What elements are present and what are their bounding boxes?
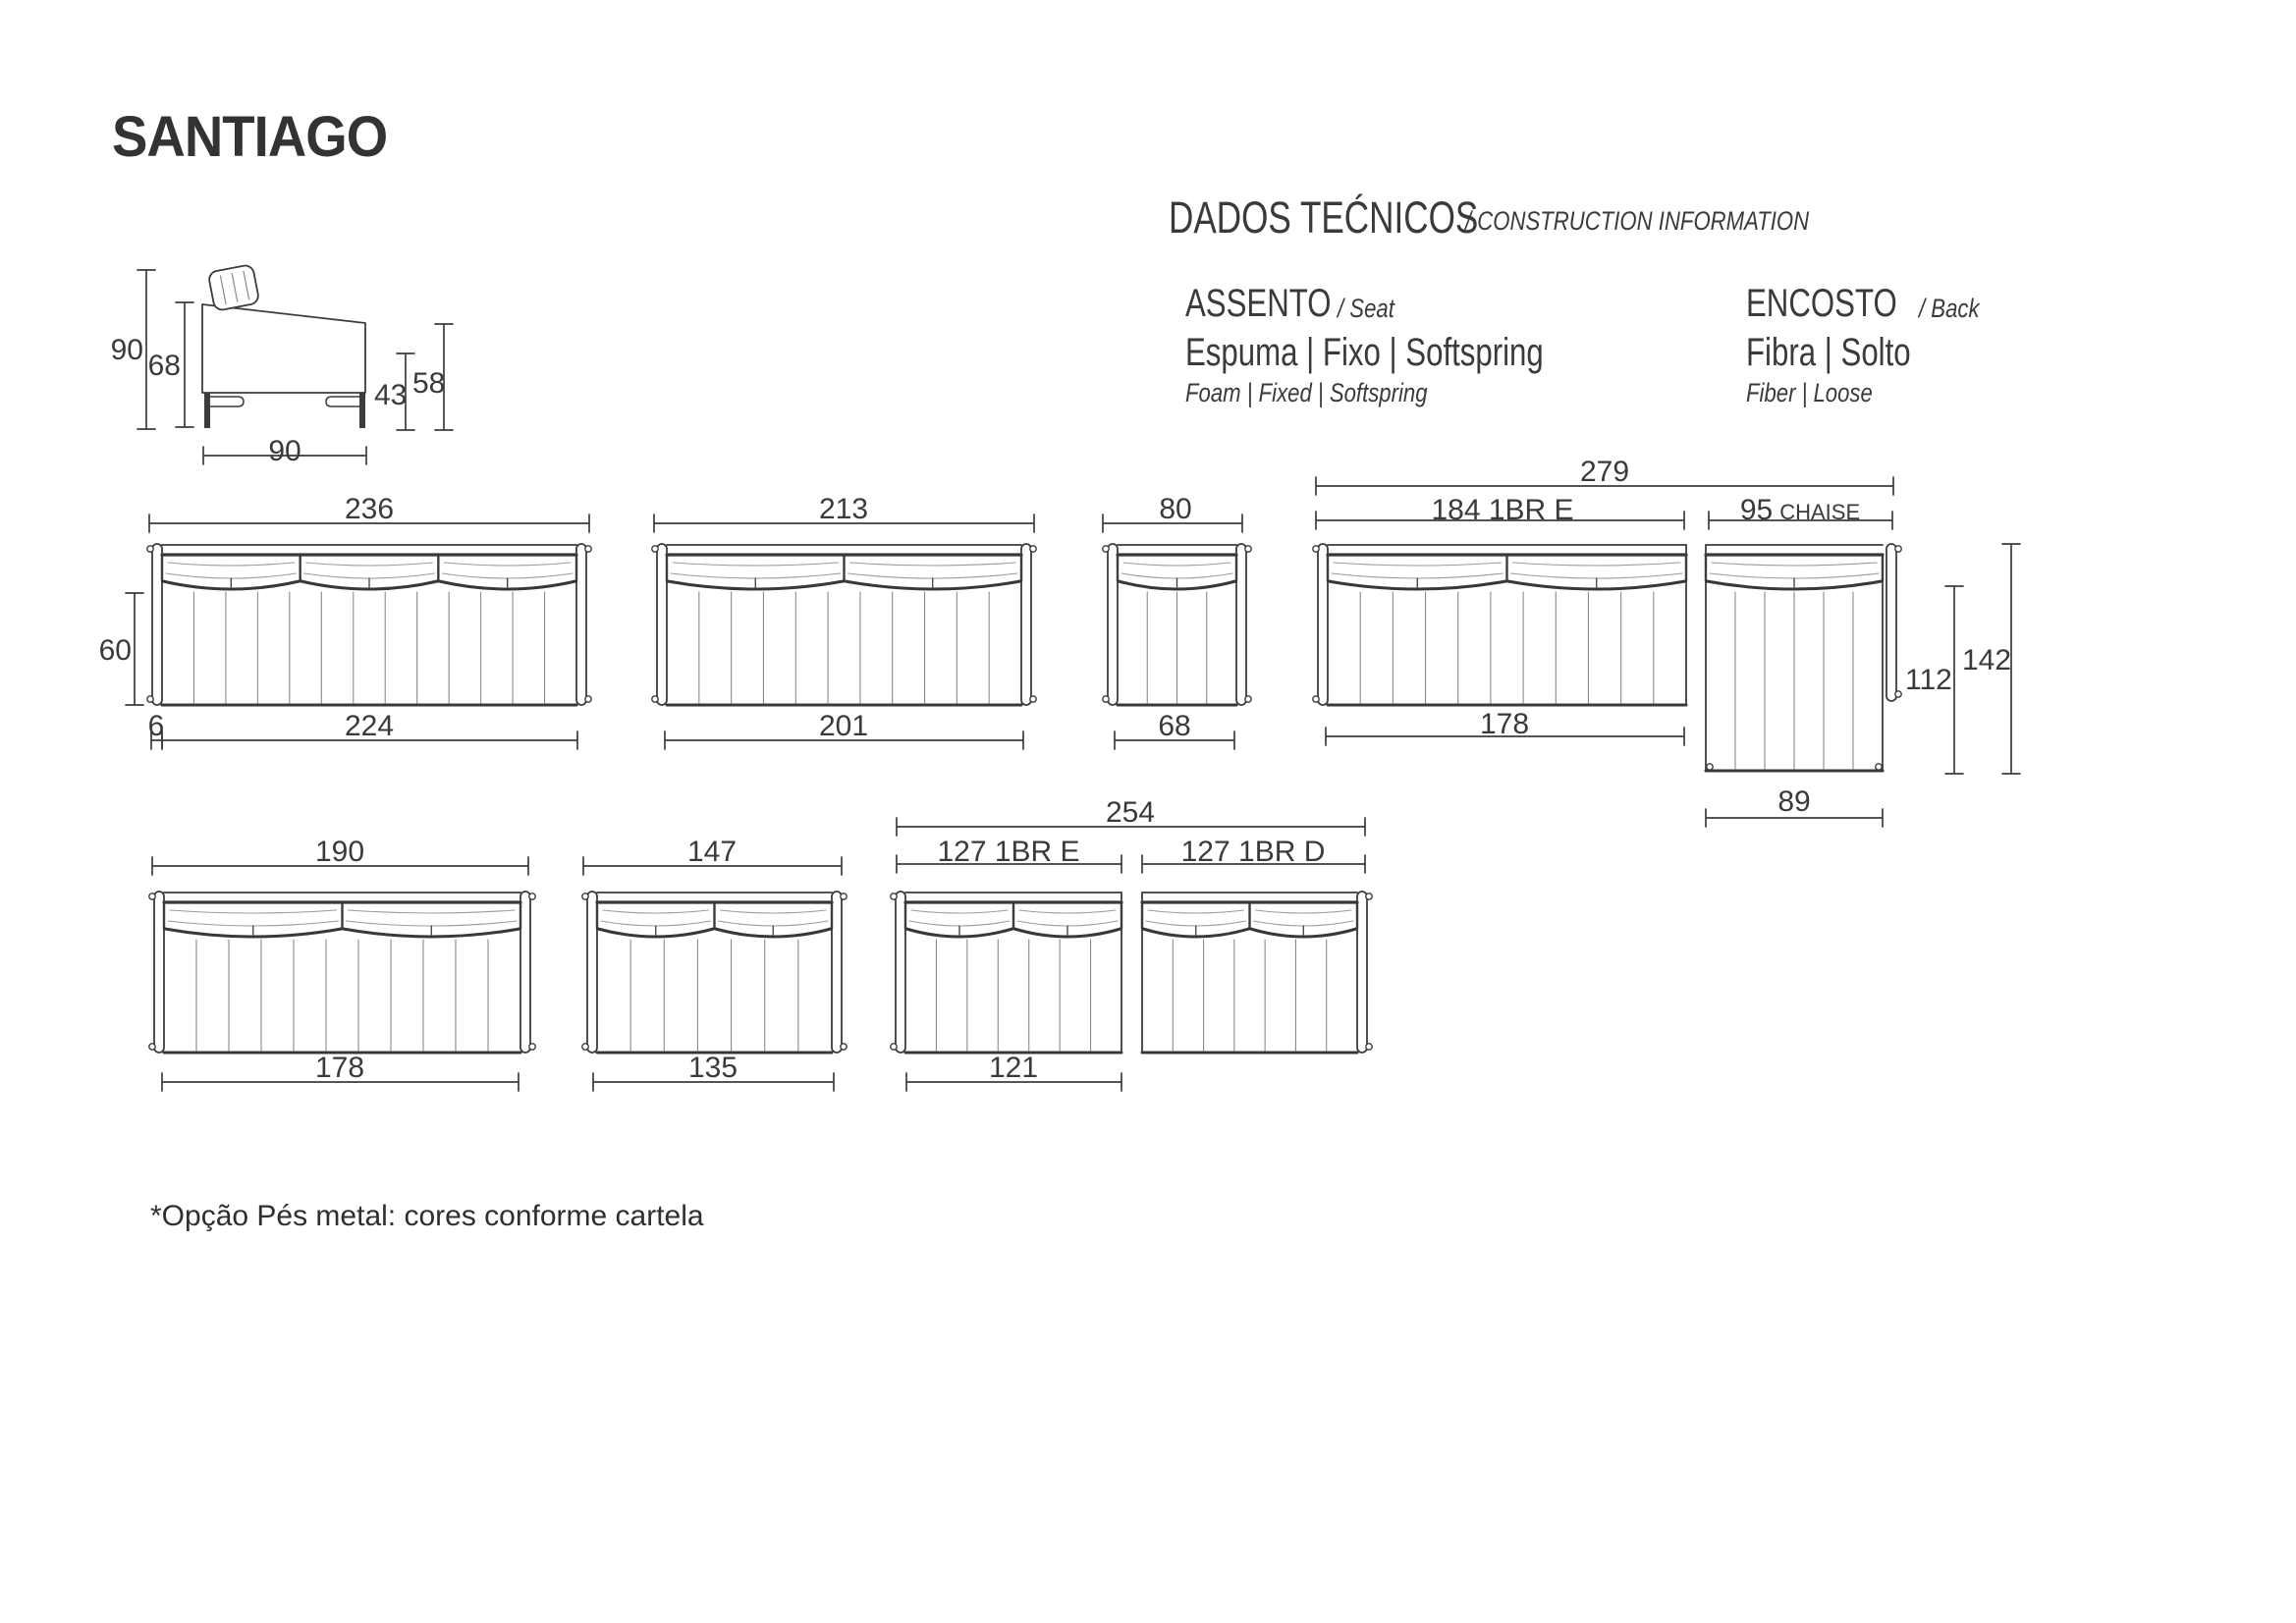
dim-side-total-height: 90: [110, 334, 143, 366]
dim-group254-right-label: 127 1BR D: [1180, 836, 1326, 868]
dim-side-seat-height: 43: [374, 379, 408, 411]
dim-sofa213-width: 213: [818, 493, 869, 525]
back-value-en: Fiber | Loose: [1746, 378, 1873, 407]
back-value: Fibra | Solto: [1746, 331, 1911, 374]
dim-chaise-width: 95: [1739, 494, 1774, 526]
dim-group254-seat-width: 121: [988, 1052, 1039, 1084]
tech-heading-en: / CONSTRUCTION INFORMATION: [1465, 206, 1810, 236]
tech-heading: DADOS TEĆNICOS: [1169, 192, 1479, 243]
footnote: *Opção Pés metal: cores conforme cartela: [150, 1200, 704, 1232]
dim-chaise-seat-width: 89: [1777, 785, 1811, 818]
back-label-row: [1746, 282, 1940, 326]
dim-sofa147-seat-width: 135: [687, 1052, 738, 1084]
dim-chaise-group-sofa-seat-width: 178: [1479, 708, 1530, 740]
tech-heading-en-row: [1465, 206, 1885, 237]
seat-value-en-row: [1185, 378, 1481, 408]
seat-value: Espuma | Fixo | Softspring: [1185, 331, 1544, 374]
dim-armchair80-seat-width: 68: [1158, 710, 1191, 742]
dim-sofa236-seat-depth: 60: [98, 634, 132, 667]
dim-side-depth: 90: [268, 435, 301, 467]
dim-sofa190-width: 190: [314, 836, 365, 868]
dim-group254-left-label: 127 1BR E: [937, 836, 1080, 868]
back-value-row: [1746, 331, 1957, 375]
seat-label-en: / Seat: [1338, 294, 1394, 323]
dim-armchair80-width: 80: [1159, 493, 1192, 525]
product-title: SANTIAGO: [112, 105, 388, 169]
back-value-en-row: [1746, 378, 1900, 408]
dim-chaise-group-sofa-label: 184 1BR E: [1431, 494, 1574, 526]
dim-side-back-height: 58: [412, 367, 446, 400]
seat-label-en-row: [1338, 294, 1407, 324]
back-label-en-row: [1919, 294, 1993, 324]
dim-sofa147-width: 147: [686, 836, 738, 868]
seat-value-row: [1185, 331, 1645, 375]
dim-chaise-tag: CHAISE: [1779, 500, 1861, 524]
back-label-en: / Back: [1919, 294, 1980, 323]
dim-sofa213-seat-width: 201: [818, 710, 869, 742]
dim-chaise-group-chaise-label: [1682, 494, 1918, 527]
seat-label: ASSENTO: [1185, 282, 1332, 325]
dim-sofa236-width: 236: [344, 493, 395, 525]
dim-group254-total-width: 254: [1105, 796, 1156, 829]
dim-chaise-group-total-width: 279: [1579, 456, 1630, 488]
dim-sofa190-seat-width: 178: [314, 1052, 365, 1084]
dim-chaise-inner-length: 112: [1905, 664, 1952, 696]
dim-sofa236-seat-width: 224: [344, 710, 395, 742]
back-label: ENCOSTO: [1746, 282, 1897, 325]
dim-sofa236-arm-width: 6: [147, 710, 165, 742]
dim-side-arm-height: 68: [147, 350, 181, 382]
dim-chaise-total-length: 142: [1962, 644, 2012, 676]
seat-value-en: Foam | Fixed | Softspring: [1185, 378, 1428, 407]
